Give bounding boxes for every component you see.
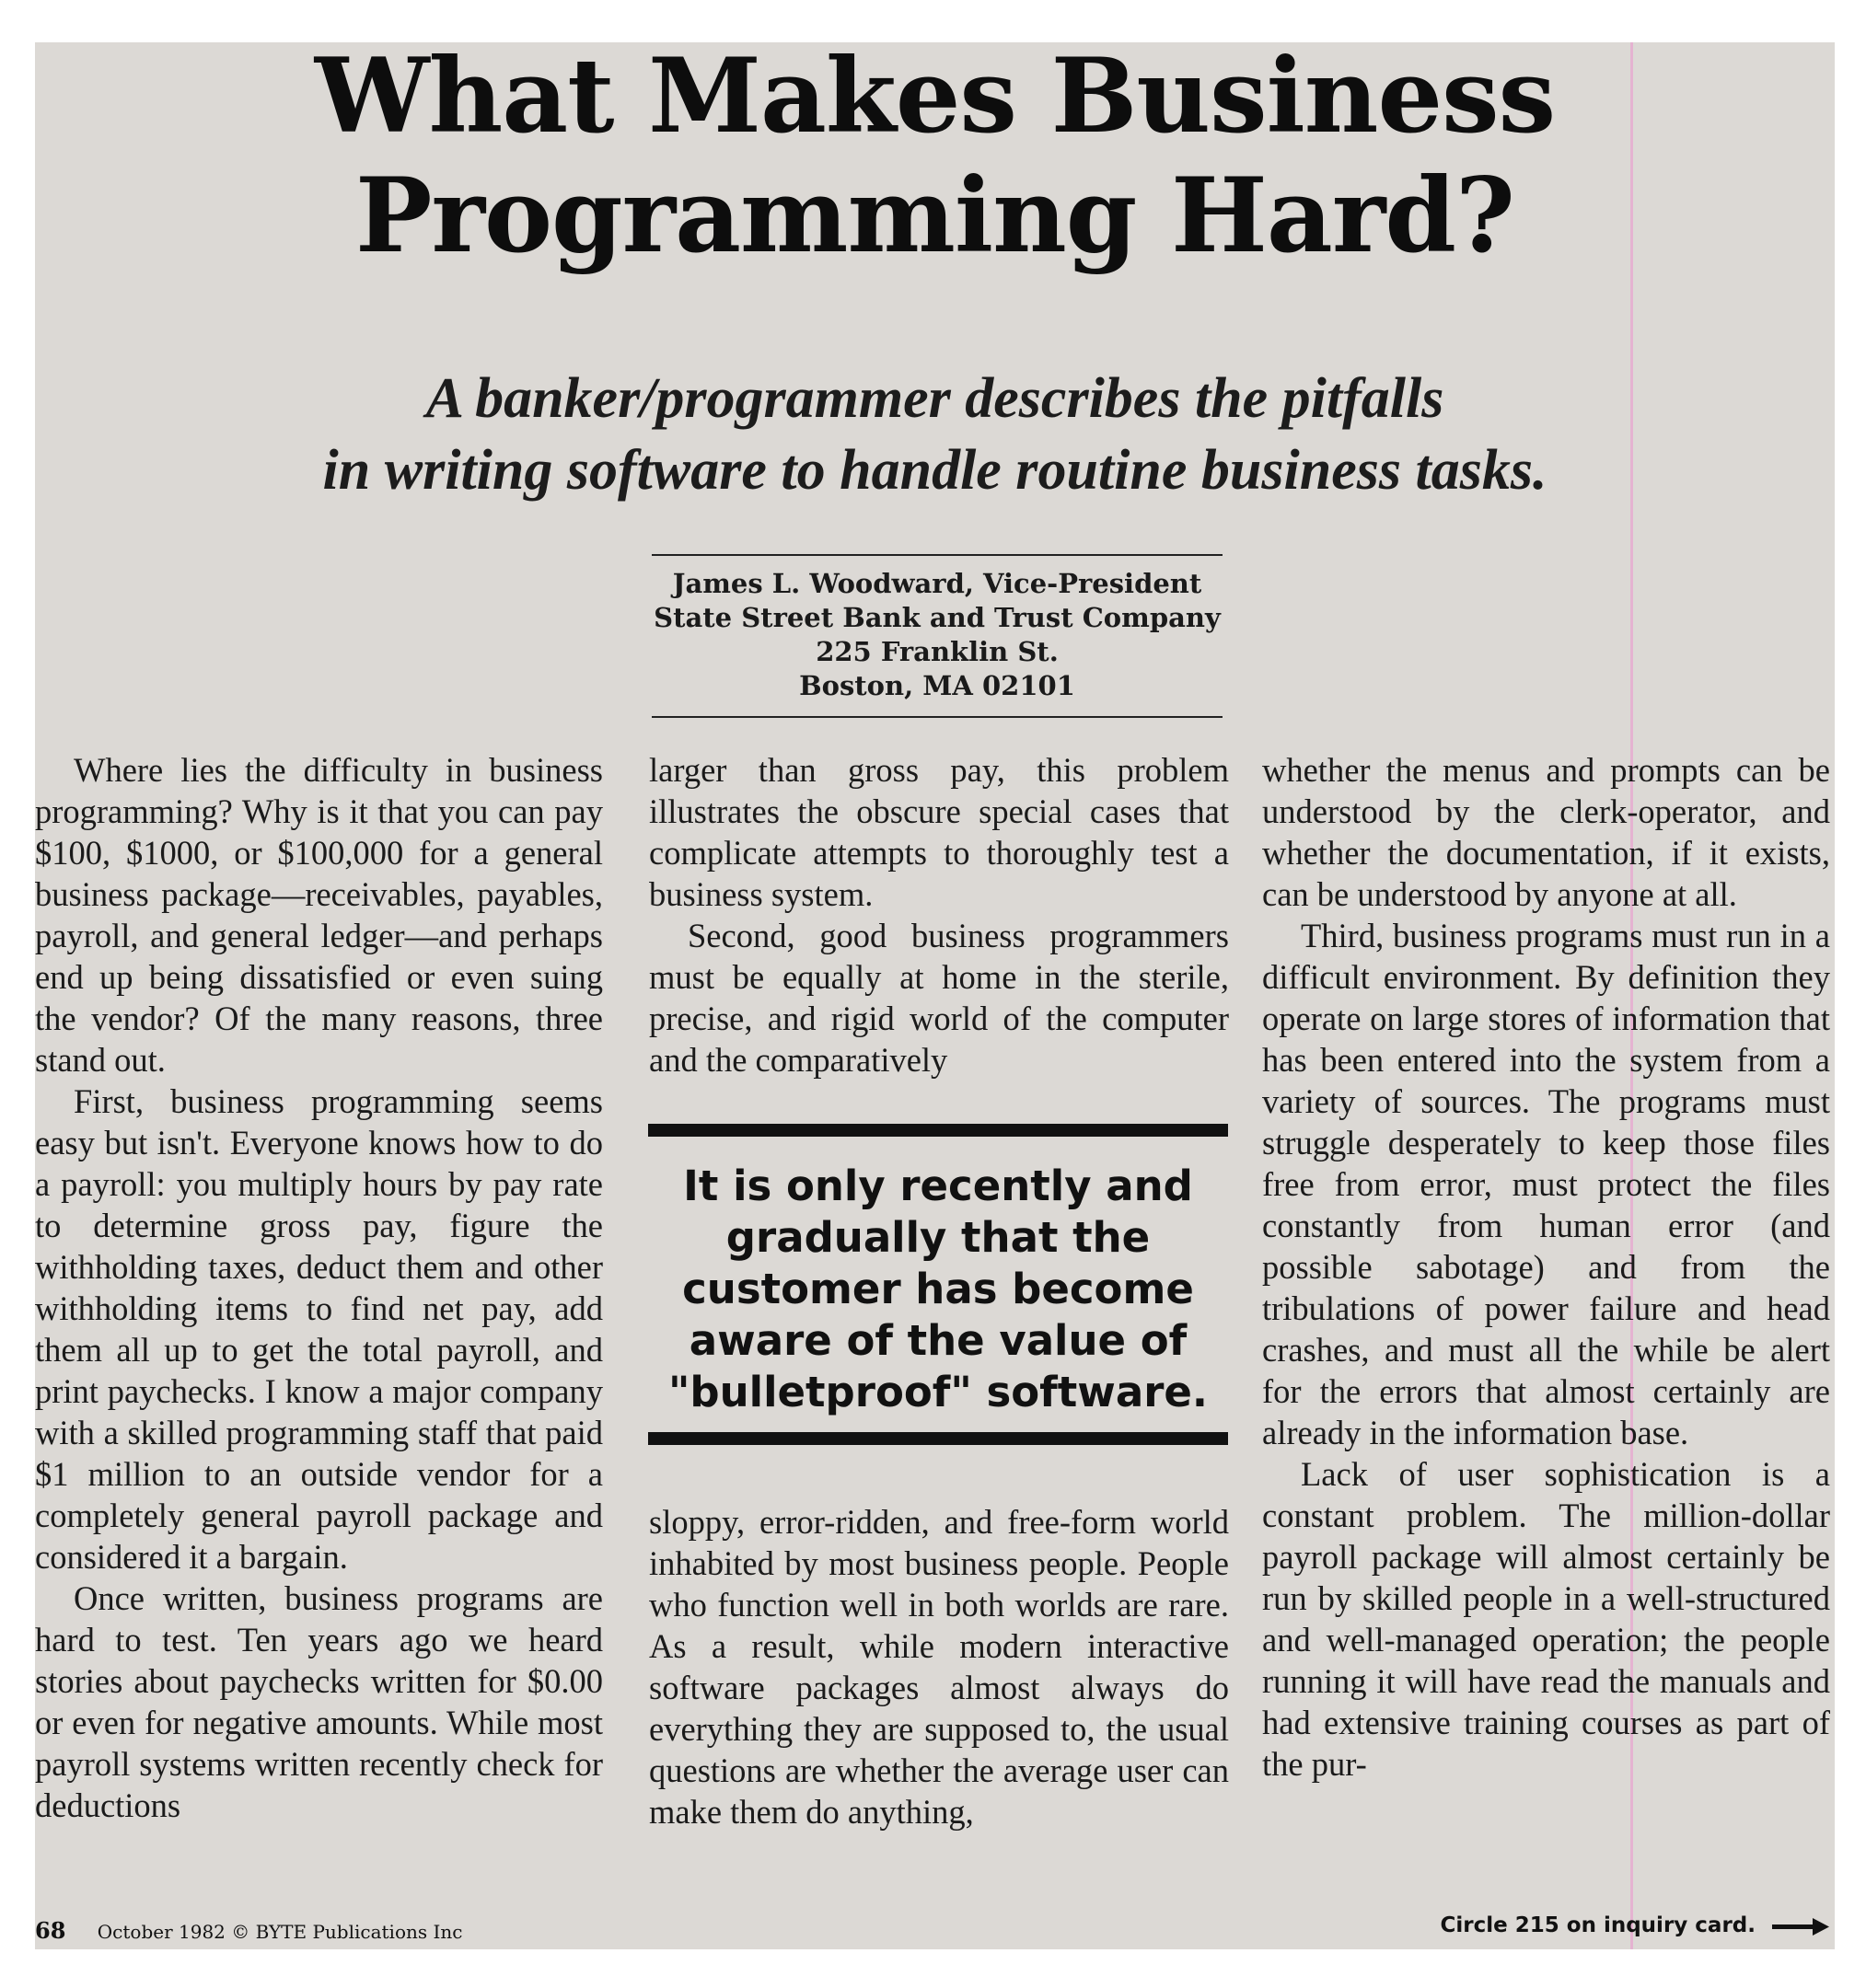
inquiry-note: Circle 215 on inquiry card. [1440,1913,1756,1937]
byline-street: 225 Franklin St. [816,636,1059,667]
subtitle-line-1: A banker/programmer describes the pitfalls [425,367,1444,430]
body-column-2-top [649,749,1229,1081]
article-title [35,42,1835,276]
arrow-right-icon [1772,1917,1829,1936]
byline-city: Boston, MA 02101 [799,670,1075,701]
body-column-2-bottom [649,1501,1229,1832]
col3-paragraph-1: whether the menus and prompts can be understood by the clerk-operator, and whether the documentation, if it exists, can be understood by anyone at all. [1262,751,1830,913]
page-number: 68 [35,1917,66,1944]
col1-paragraph-2: First, business programming seems easy but isn't. Everyone knows how to do a payroll: you multiply hours by pay rate to determine gross pay, figure the withholding taxes, deduct them and other withholding items to find net pay, add them all up to get the total payroll, and print paychecks. I know a major company with a skilled programming staff that paid $1 million to an outside vendor for a completely general payroll package and considered it a bargain. [35,1082,603,1576]
page-footer-left [35,1917,462,1944]
pullquote-bottom-rule [648,1432,1228,1445]
body-column-3 [1262,749,1830,1785]
publication-credit: October 1982 © BYTE Publications Inc [97,1921,463,1943]
subtitle-line-2: in writing software to handle routine business tasks. [322,439,1547,502]
pullquote: It is only recently and gradually that the customer has become aware of the value of "bulletproof" software. [667,1162,1209,1416]
article-subtitle [35,363,1835,506]
byline-company: State Street Bank and Trust Company [654,602,1221,633]
magazine-page [35,42,1835,1949]
col1-paragraph-1: Where lies the difficulty in business programming? Why is it that you can pay $100, $1000, or $100,000 for a general business package—receivables, payables, payroll, and general ledger—and perhaps end up being dissatisfied or even suing the vendor? Of the many reasons, three stand out. [35,751,603,1079]
col2-paragraph-1: larger than gross pay, this problem illustrates the obscure special cases that complicate attempts to thoroughly test a business system. [649,751,1229,913]
title-line-2: Programming Hard? [355,156,1514,276]
col3-paragraph-3: Lack of user sophistication is a constant problem. The million-dollar payroll package will almost certainly be run by skilled people in a well-structured and well-managed operation; the people running it will have read the manuals and had extensive training courses as part of the pur- [1262,1455,1830,1783]
col3-paragraph-2: Third, business programs must run in a difficult environment. By definition they operate on large stores of information that has been entered into the system from a variety of sources. The programs must struggle desperately to keep those files free from error, must protect the files constantly from human error (and possible sabotage) and from the tribulations of power failure and head crashes, and must all the while be alert for the errors that almost certainly are already in the information base. [1262,917,1830,1451]
author-byline [606,567,1269,703]
title-line-1: What Makes Business [314,42,1556,156]
body-column-1 [35,749,603,1826]
page-footer-right [1441,1913,1829,1937]
byline-author: James L. Woodward, Vice-President [672,568,1202,599]
col2-paragraph-3: sloppy, error-ridden, and free-form world inhabited by most business people. People who function well in both worlds are rare. As a result, while modern interactive software packages almost always do everything they are supposed to, the usual questions are whether the average user can make them do anything, [649,1503,1229,1831]
byline-bottom-rule [652,716,1223,718]
byline-top-rule [652,554,1223,556]
col2-paragraph-2: Second, good business programmers must be equally at home in the sterile, precise, and rigid world of the computer and the comparatively [649,917,1229,1079]
col1-paragraph-3: Once written, business programs are hard to test. Ten years ago we heard stories about paychecks written for $0.00 or even for negative amounts. While most payroll systems written recently check for deductions [35,1579,603,1824]
pullquote-top-rule [648,1124,1228,1137]
